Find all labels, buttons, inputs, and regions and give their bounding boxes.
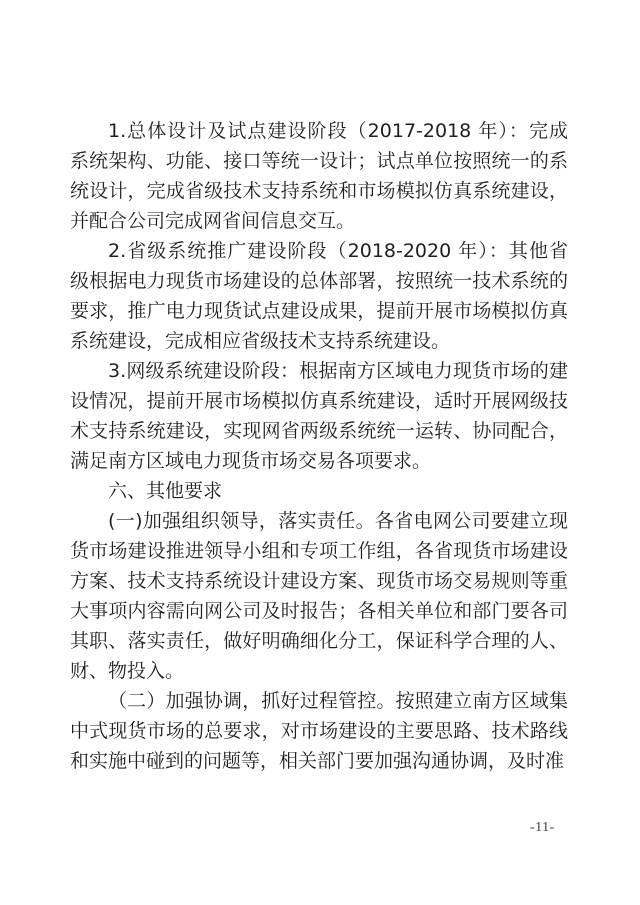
paragraph-network-level-stage: 3.网级系统建设阶段：根据南方区域电力现货市场的建设情况，提前开展市场模拟仿真系统建设，适时开展网级技术支持系统建设，实现网省两级系统统一运转、协同配合，满足南方区域电力现货市场交易各项要求。 — [70, 360, 568, 472]
document-body — [70, 116, 568, 776]
paragraph-overall-design-stage: 1.总体设计及试点建设阶段（2017-2018 年）：完成系统架构、功能、接口等统一设计；试点单位按照统一的系统设计，完成省级技术支持系统和市场模拟仿真系统建设，并配合公司完成网省间信息交互。 — [70, 120, 568, 232]
paragraph-strengthen-leadership: (一)加强组织领导，落实责任。各省电网公司要建立现货市场建设推进领导小组和专项工作组，各省现货市场建设方案、技术支持系统设计建设方案、现货市场交易规则等重大事项内容需向网公司及时报告；各相关单位和部门要各司其职、落实责任，做好明确细化分工，保证科学合理的人、财、物投入。 — [70, 510, 568, 682]
paragraph-strengthen-coordination: （二）加强协调，抓好过程管控。按照建立南方区域集中式现货市场的总要求，对市场建设的主要思路、技术路线和实施中碰到的问题等，相关部门要加强沟通协调，及时准 — [70, 690, 568, 772]
page-number: -11- — [530, 820, 555, 835]
section-heading-other-requirements: 六、其他要求 — [108, 480, 223, 502]
paragraph-provincial-rollout-stage: 2.省级系统推广建设阶段（2018-2020 年）：其他省级根据电力现货市场建设的总体部署，按照统一技术系统的要求，推广电力现货试点建设成果，提前开展市场模拟仿真系统建设，完成相应省级技术支持系统建设。 — [70, 240, 568, 352]
